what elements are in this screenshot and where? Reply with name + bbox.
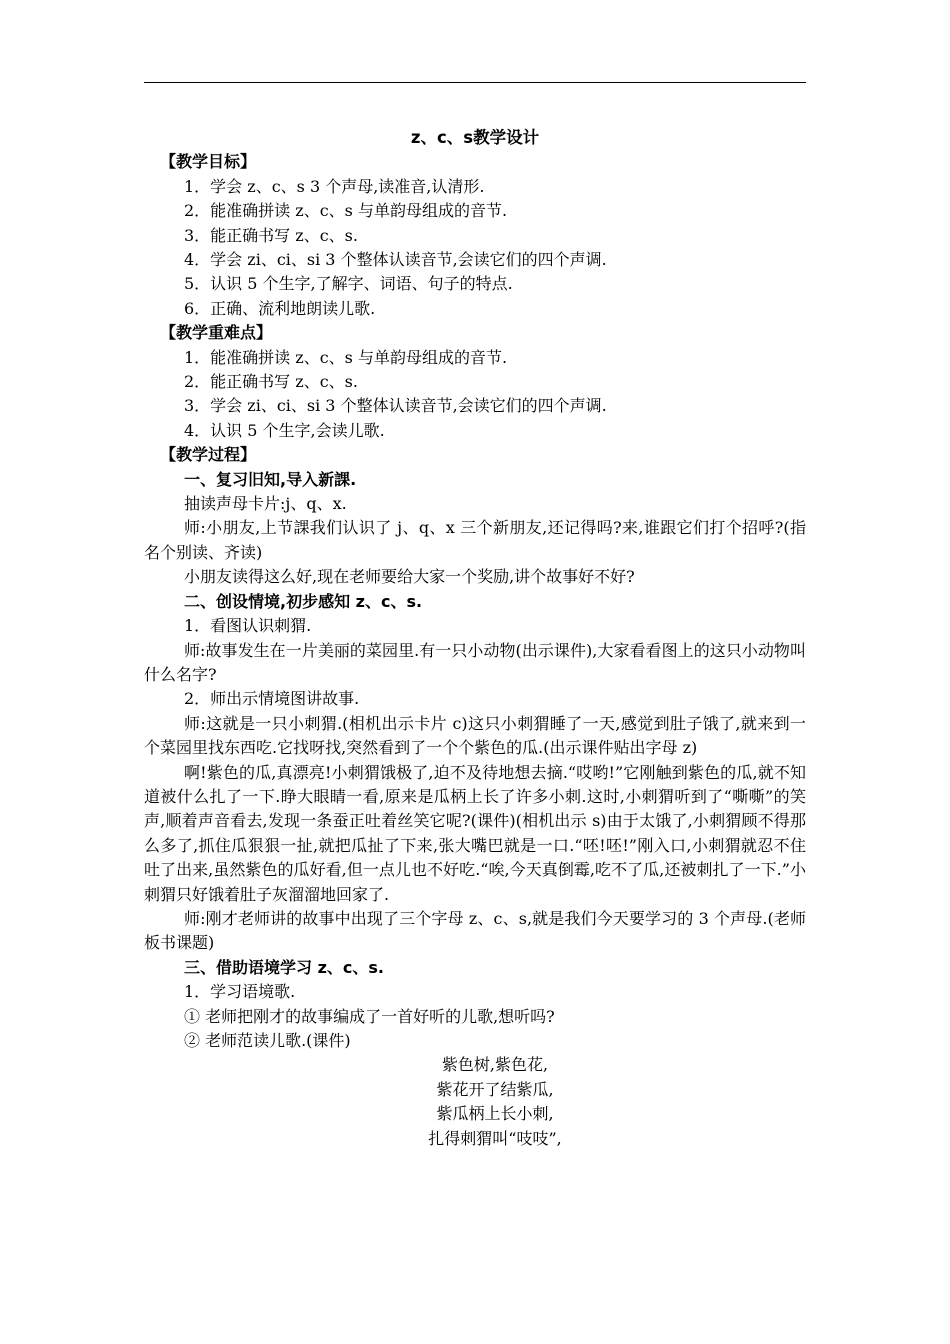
- part-heading-scenario: 二、创设情境,初步感知 z、c、s.: [184, 591, 423, 611]
- paragraph: 师:刚才老师讲的故事中出现了三个字母 z、c、s,就是我们今天要学习的 3 个声母.(老师板书课题): [144, 908, 806, 953]
- paragraph: ② 老师范读儿歌.(课件): [184, 1031, 351, 1051]
- key-point-item: 4．认识 5 个生字,会读儿歌.: [184, 420, 385, 440]
- key-point-item: 1．能准确拼读 z、c、s 与单韵母组成的音节.: [184, 347, 508, 367]
- paragraph: 抽读声母卡片:j、q、x.: [184, 494, 347, 514]
- goal-item: 2．能准确拼读 z、c、s 与单韵母组成的音节.: [184, 201, 508, 221]
- poem-line: 紫瓜柄上长小刺,: [436, 1104, 554, 1124]
- goal-item: 6．正确、流利地朗读儿歌.: [184, 298, 376, 318]
- paragraph: ① 老师把刚才的故事编成了一首好听的儿歌,想听吗?: [184, 1006, 555, 1026]
- part-heading-review: 一、复习旧知,导入新課.: [184, 469, 357, 489]
- paragraph: 师:小朋友,上节課我们认识了 j、q、x 三个新朋友,还记得吗?来,谁跟它们打个招呼?(指名个别读、齐读): [144, 518, 806, 562]
- goal-item: 5．认识 5 个生字,了解字、词语、句子的特点.: [184, 274, 513, 294]
- key-point-item: 2．能正确书写 z、c、s.: [184, 372, 358, 392]
- paragraph: 师:这就是一只小刺猬.(相机出示卡片 c)这只小刺猬睡了一天,感觉到肚子饿了,就来到一个菜园里找东西吃.它找呀找,突然看到了一个个紫色的瓜.(出示课件贴出字母 z): [144, 713, 806, 758]
- section-heading-goals: 【教学目标】: [160, 152, 257, 172]
- section-heading-process: 【教学过程】: [160, 445, 257, 465]
- part-heading-context-learning: 三、借助语境学习 z、c、s.: [184, 957, 384, 977]
- document-body: [144, 126, 806, 1151]
- poem-line: 扎得刺猬叫“吱吱”,: [428, 1128, 562, 1148]
- document-title: z、c、s教学设计: [410, 128, 540, 147]
- poem-line: 紫花开了结紫瓜,: [436, 1079, 554, 1099]
- goal-item: 4．学会 zi、ci、si 3 个整体认读音节,会读它们的四个声调.: [184, 250, 607, 270]
- poem-line: 紫色树,紫色花,: [441, 1055, 549, 1075]
- paragraph: 师:故事发生在一片美丽的菜园里.有一只小动物(出示课件),大家看看图上的这只小动物叫什么名字?: [144, 640, 806, 684]
- paragraph: 小朋友读得这么好,现在老师要给大家一个奖励,讲个故事好不好?: [184, 567, 635, 587]
- paragraph: 啊!紫色的瓜,真漂亮!小刺猬饿极了,迫不及待地想去摘.“哎哟!”它刚触到紫色的瓜,就不知道被什么扎了一下.睁大眼睛一看,原来是瓜柄上长了许多小刺.这时,小刺猬听到了“嘶嘶”的笑声,顺着声音看去,发现一条蚕正吐着丝笑它呢?(课件)(相机出示 s)由于太饿了,小刺猬顾不得那么多了,抓住瓜狠狠一扯,就把瓜扯了下来,张大嘴巴就是一口.“呸!呸!”刚入口,小刺猬就忍不住吐了出来,虽然紫色的瓜好看,但一点儿也不好吃.“唉,今天真倒霉,吃不了瓜,还被刺扎了一下.”小刺猬只好饿着肚子灰溜溜地回家了.: [144, 762, 806, 904]
- paragraph: 1．看图认识刺猬.: [184, 616, 312, 636]
- key-point-item: 3．学会 zi、ci、si 3 个整体认读音节,会读它们的四个声调.: [184, 396, 607, 416]
- header-rule: [144, 82, 806, 83]
- section-heading-key-points: 【教学重难点】: [160, 323, 273, 343]
- paragraph: 2．师出示情境图讲故事.: [184, 689, 360, 709]
- goal-item: 1．学会 z、c、s 3 个声母,读准音,认清形.: [184, 176, 485, 196]
- paragraph: 1．学习语境歌.: [184, 982, 296, 1002]
- goal-item: 3．能正确书写 z、c、s.: [184, 225, 358, 245]
